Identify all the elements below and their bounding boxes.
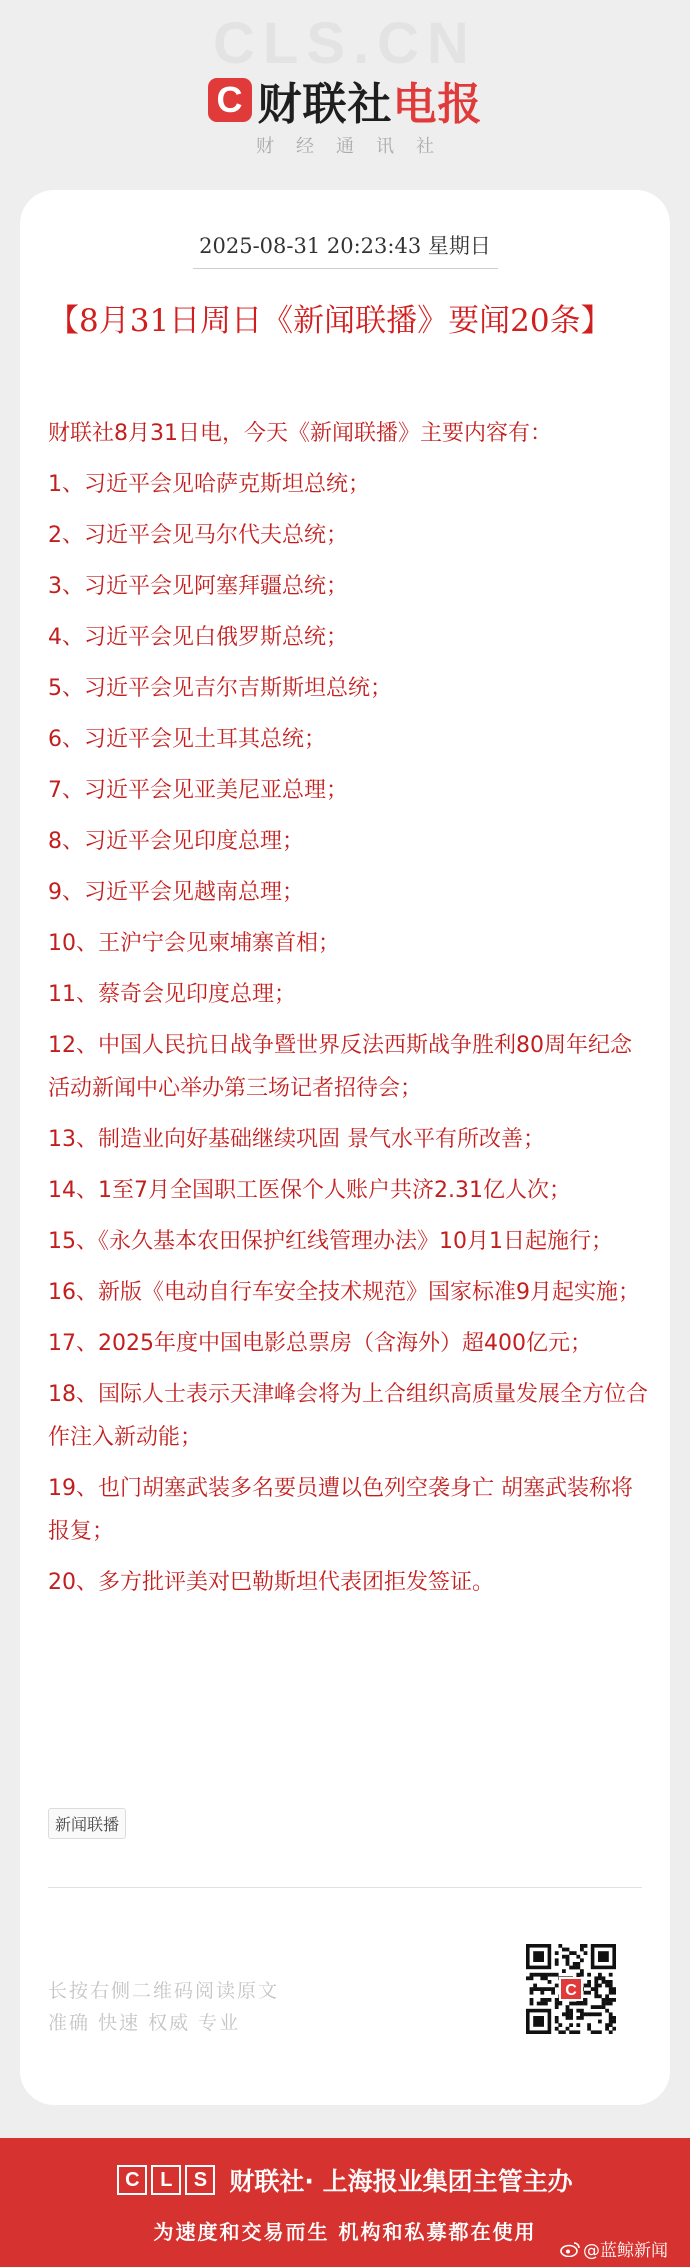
topic-tag[interactable]: 新闻联播	[48, 1808, 126, 1839]
slogan-text: 准确 快速 权威 专业	[48, 2012, 241, 2034]
news-item: 3、习近平会见阿塞拜疆总统；	[48, 574, 348, 599]
cls-letter-c: C	[117, 2165, 147, 2195]
brand-name-accent: 电报	[392, 79, 483, 130]
banner-tagline: · 上海报业集团主管主办	[304, 2167, 573, 2196]
cls-letter-s: S	[185, 2165, 215, 2195]
news-item: 4、习近平会见白俄罗斯总统；	[48, 625, 348, 650]
article-headline: 【8月31日周日《新闻联播》要闻20条】	[48, 303, 612, 339]
news-item: 5、习近平会见吉尔吉斯斯坦总统；	[48, 676, 392, 701]
cls-logo-icon: C	[208, 78, 252, 122]
news-item: 17、2025年度中国电影总票房（含海外）超400亿元；	[48, 1331, 592, 1356]
news-item: 10、王沪宁会见柬埔寨首相；	[48, 931, 340, 956]
qr-hint-text: 长按右侧二维码阅读原文	[48, 1980, 280, 2002]
article-body	[48, 412, 648, 1612]
news-item: 2、习近平会见马尔代夫总统；	[48, 523, 348, 548]
article-datetime: 2025-08-31 20:23:43 星期日	[199, 234, 491, 258]
datetime-underline	[193, 268, 498, 269]
qr-code-icon[interactable]	[526, 1944, 616, 2034]
news-item: 7、习近平会见亚美尼亚总理；	[48, 778, 348, 803]
footer-hint	[48, 1975, 279, 2039]
news-item: 18、国际人士表示天津峰会将为上合组织高质量发展全方位合作注入新动能；	[48, 1382, 648, 1450]
weibo-watermark	[560, 2236, 668, 2261]
news-item: 15、《永久基本农田保护红线管理办法》10月1日起施行；	[48, 1229, 613, 1254]
news-item: 13、制造业向好基础继续巩固 景气水平有所改善；	[48, 1127, 545, 1152]
cls-watermark: CLS.CN	[213, 11, 477, 76]
banner-slogan: 为速度和交易而生 机构和私募都在使用	[153, 2220, 537, 2244]
news-item: 19、也门胡塞武装多名要员遭以色列空袭身亡 胡塞武装称将报复；	[48, 1476, 633, 1544]
svg-text:C: C	[565, 1982, 577, 1999]
news-item: 11、蔡奇会见印度总理；	[48, 982, 296, 1007]
news-item: 6、习近平会见土耳其总统；	[48, 727, 326, 752]
news-item: 14、1至7月全国职工医保个人账户共济2.31亿人次；	[48, 1178, 571, 1203]
banner-brand-row	[0, 2162, 690, 2198]
news-item: 9、习近平会见越南总理；	[48, 880, 304, 905]
weibo-source: @蓝鲸新闻	[583, 2241, 668, 2261]
news-item: 8、习近平会见印度总理；	[48, 829, 304, 854]
article-intro: 财联社8月31日电，今天《新闻联播》主要内容有：	[48, 421, 552, 446]
footer-divider	[48, 1887, 642, 1888]
brand-logo	[0, 68, 690, 132]
news-item: 12、中国人民抗日战争暨世界反法西斯战争胜利80周年纪念活动新闻中心举办第三场记者招待会；	[48, 1033, 632, 1101]
news-item: 1、习近平会见哈萨克斯坦总统；	[48, 472, 370, 497]
cls-letter-l: L	[151, 2165, 181, 2195]
news-item-list	[48, 463, 648, 1604]
weibo-icon	[560, 2241, 580, 2257]
brand-name: 财联社	[257, 79, 393, 130]
news-item: 20、多方批评美对巴勒斯坦代表团拒发签证。	[48, 1570, 494, 1595]
brand-subtitle: 财经通讯社	[256, 136, 456, 157]
banner-brand-name: 财联社	[229, 2167, 305, 2196]
news-item: 16、新版《电动自行车安全技术规范》国家标准9月起实施；	[48, 1280, 640, 1305]
